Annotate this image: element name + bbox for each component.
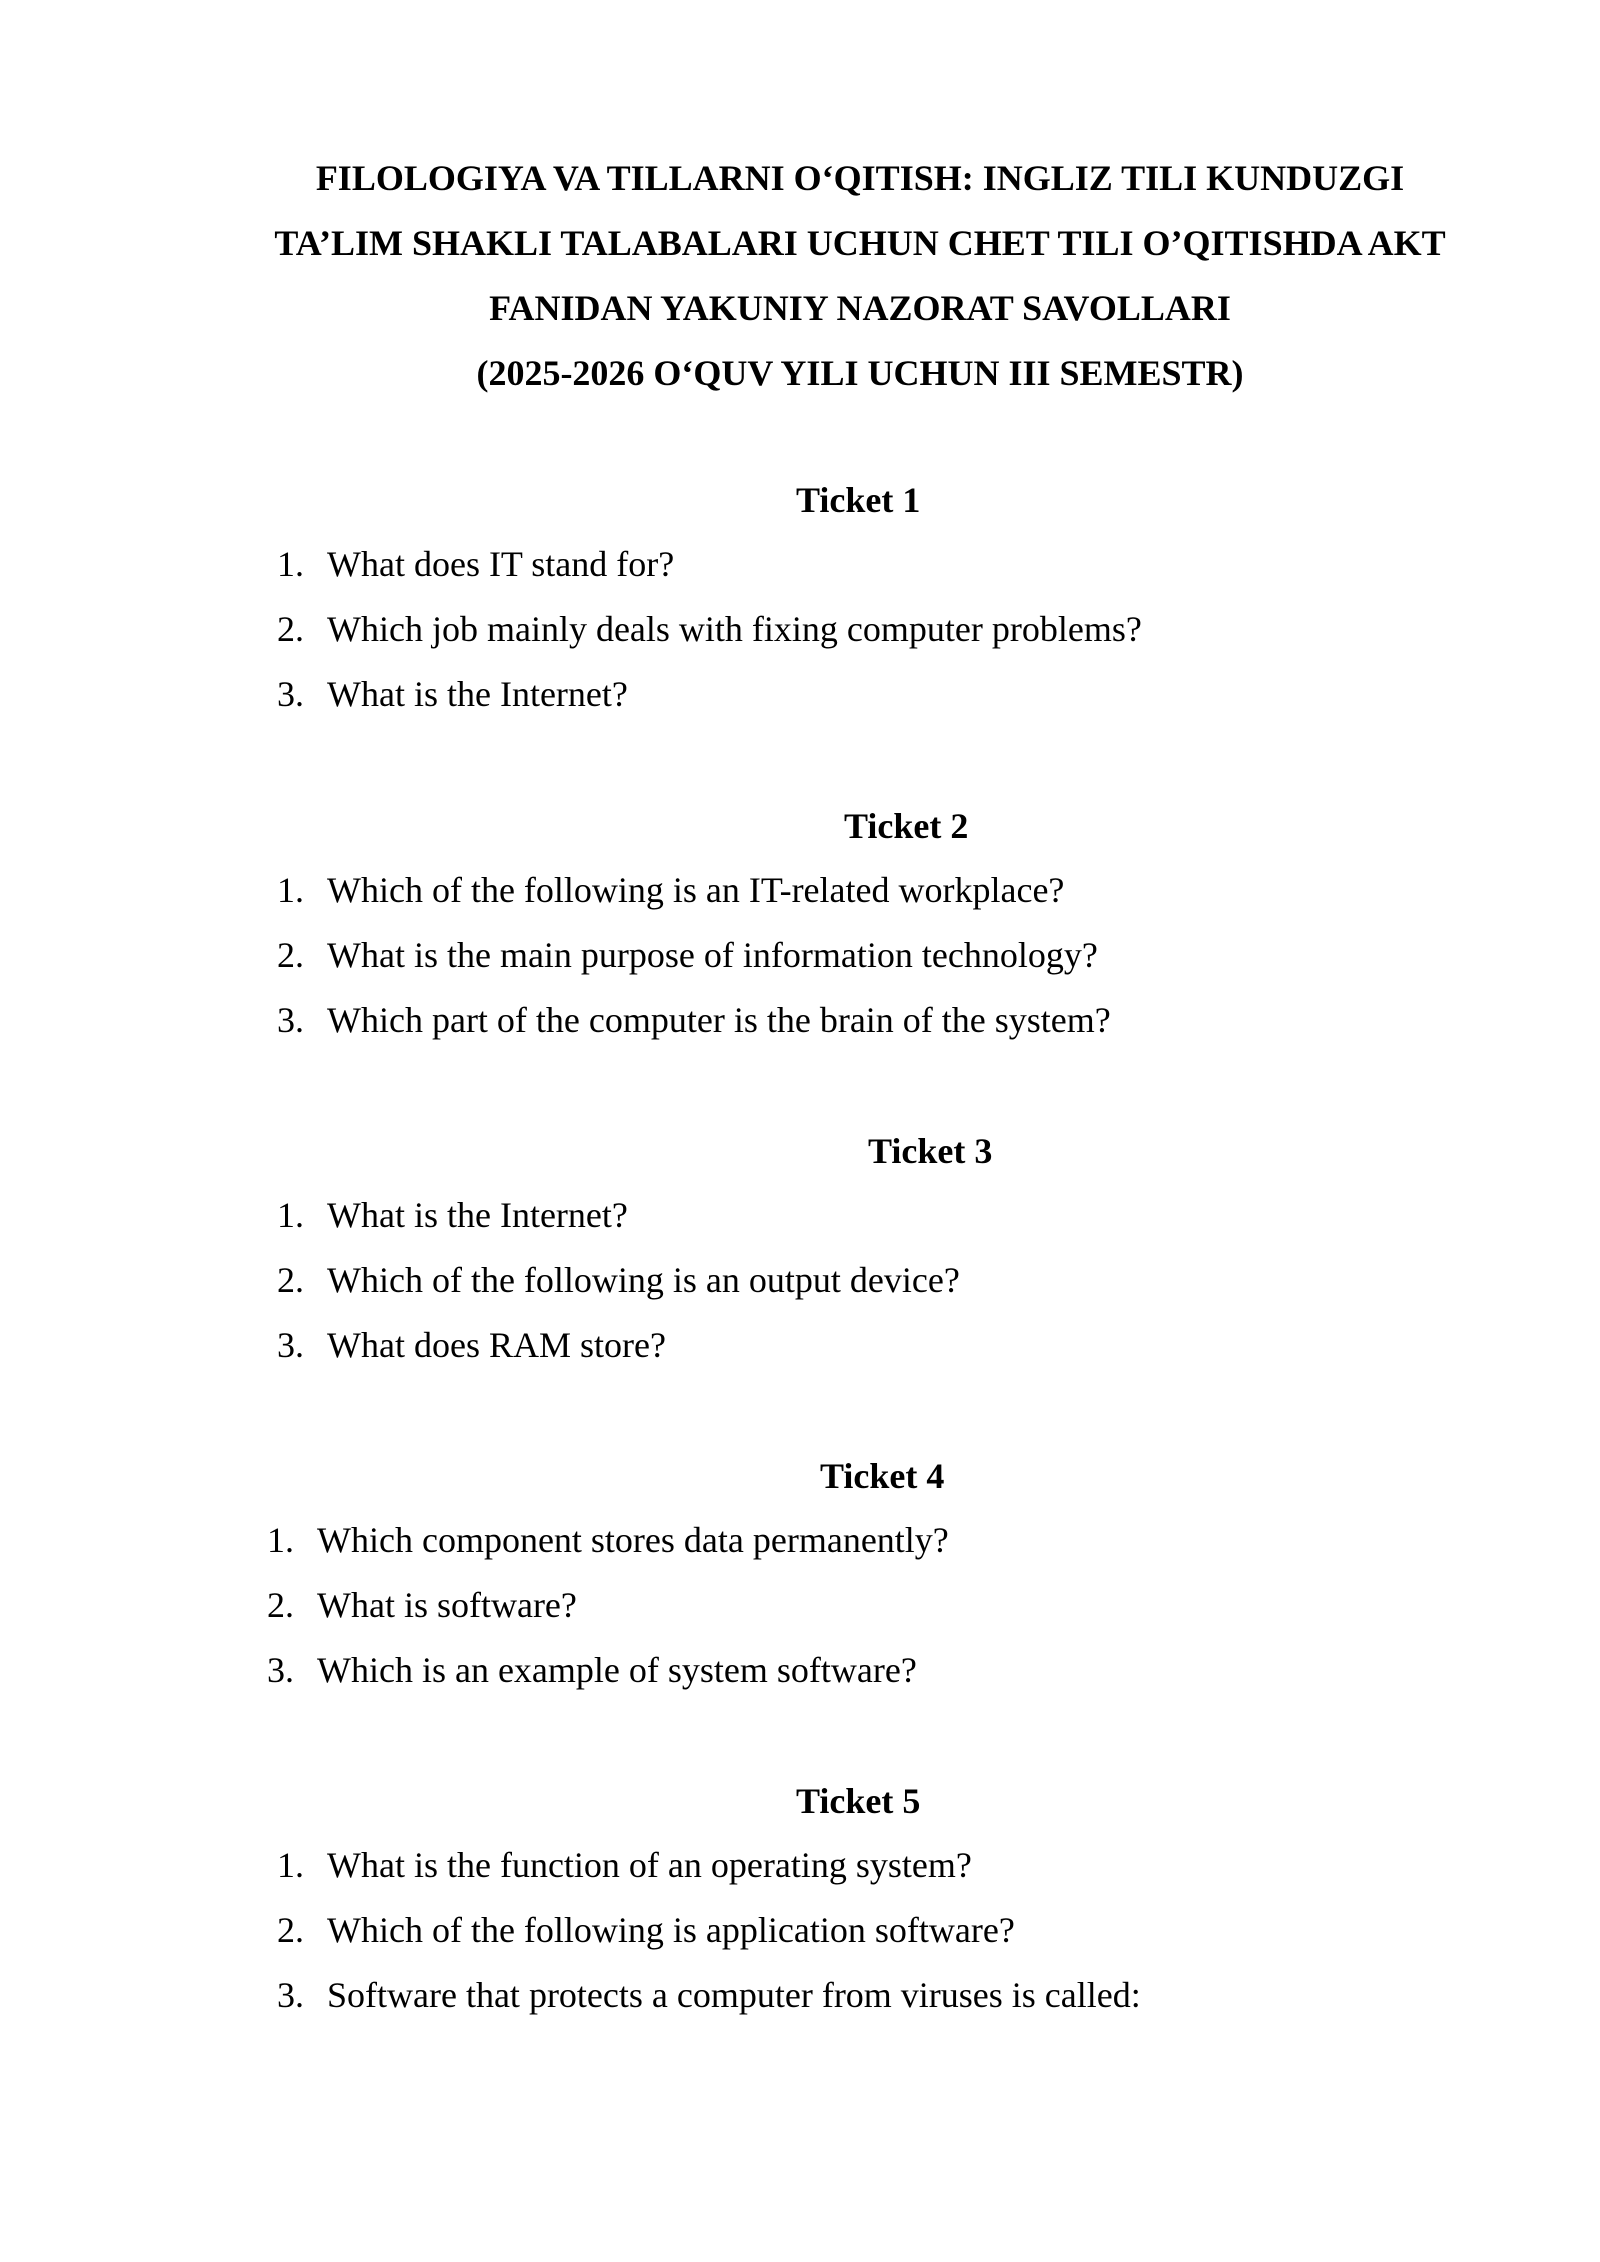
title-line: FANIDAN YAKUNIY NAZORAT SAVOLLARI [489, 288, 1231, 328]
question-item [277, 662, 1142, 727]
title-line: (2025-2026 O‘QUV YILI UCHUN III SEMESTR) [476, 353, 1244, 393]
ticket-2-questions [277, 858, 1111, 1053]
question-item [267, 1638, 949, 1703]
question-text: Which part of the computer is the brain of the system? [327, 1000, 1111, 1040]
ticket-1-questions [277, 532, 1142, 727]
question-text: Which of the following is an output device? [327, 1260, 960, 1300]
ticket-5-heading: Ticket 5 [796, 1781, 921, 1821]
question-item [267, 1573, 949, 1638]
question-text: Which component stores data permanently? [317, 1520, 949, 1560]
question-text: Which of the following is application software? [327, 1910, 1015, 1950]
question-number: 1. [277, 1845, 304, 1885]
question-number: 2. [277, 1260, 304, 1300]
question-number: 2. [277, 609, 304, 649]
question-item [277, 923, 1111, 988]
question-text: What is the Internet? [327, 1195, 628, 1235]
question-number: 3. [277, 1000, 304, 1040]
question-item [277, 1833, 1141, 1898]
question-item [277, 1898, 1141, 1963]
question-text: What does IT stand for? [327, 544, 675, 584]
ticket-4-heading: Ticket 4 [820, 1456, 945, 1496]
question-text: Which is an example of system software? [317, 1650, 917, 1690]
question-item [277, 1313, 960, 1378]
title-line: TA’LIM SHAKLI TALABALARI UCHUN CHET TILI O’QITISHDA AKT [274, 223, 1446, 263]
question-text: What is the function of an operating system? [327, 1845, 972, 1885]
question-item [267, 1508, 949, 1573]
question-number: 3. [277, 1975, 304, 2015]
question-item [277, 1183, 960, 1248]
question-item [277, 532, 1142, 597]
question-number: 1. [267, 1520, 294, 1560]
question-number: 3. [277, 1325, 304, 1365]
question-text: What does RAM store? [327, 1325, 666, 1365]
question-text: What is the main purpose of information technology? [327, 935, 1098, 975]
question-text: What is the Internet? [327, 674, 628, 714]
question-text: What is software? [317, 1585, 577, 1625]
question-number: 3. [277, 674, 304, 714]
question-number: 3. [267, 1650, 294, 1690]
question-number: 1. [277, 870, 304, 910]
question-number: 1. [277, 544, 304, 584]
document-title [220, 146, 1500, 406]
question-number: 2. [267, 1585, 294, 1625]
question-item [277, 1248, 960, 1313]
question-item [277, 858, 1111, 923]
question-number: 2. [277, 1910, 304, 1950]
ticket-1-heading: Ticket 1 [796, 480, 921, 520]
ticket-5-questions [277, 1833, 1141, 2028]
question-text: Software that protects a computer from viruses is called: [327, 1975, 1141, 2015]
question-item [277, 597, 1142, 662]
ticket-3-heading: Ticket 3 [868, 1131, 993, 1171]
question-number: 1. [277, 1195, 304, 1235]
ticket-3-questions [277, 1183, 960, 1378]
ticket-2-heading: Ticket 2 [844, 806, 969, 846]
question-number: 2. [277, 935, 304, 975]
question-item [277, 1963, 1141, 2028]
question-text: Which job mainly deals with fixing computer problems? [327, 609, 1142, 649]
question-item [277, 988, 1111, 1053]
title-line: FILOLOGIYA VA TILLARNI O‘QITISH: INGLIZ TILI KUNDUZGI [315, 158, 1405, 198]
ticket-4-questions [267, 1508, 949, 1703]
question-text: Which of the following is an IT-related workplace? [327, 870, 1065, 910]
